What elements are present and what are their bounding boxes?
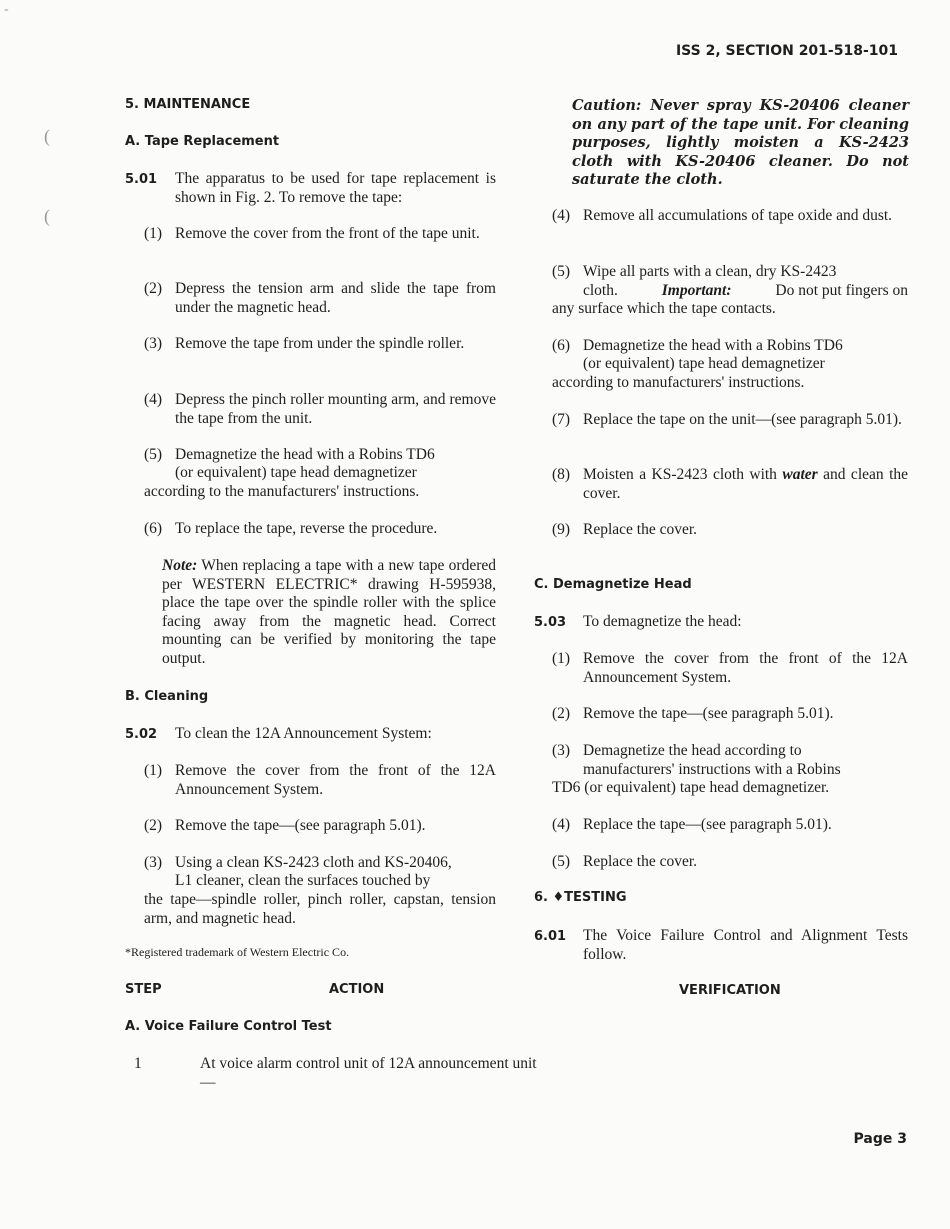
step-text: Remove all accumulations of tape oxide and dust. [583, 207, 893, 224]
note-label: Note: [162, 557, 198, 574]
emphasis-water: water [782, 466, 818, 483]
step-text: Demagnetize the head according to [583, 742, 802, 759]
step-number: (2) [144, 280, 163, 297]
step-number: (2) [552, 705, 571, 722]
step-number: (4) [552, 207, 571, 224]
heading-tape-replacement: A. Tape Replacement [125, 134, 280, 149]
table-row-action: At voice alarm control unit of 12A announcement unit— [200, 1055, 537, 1091]
step-number: (3) [552, 742, 571, 759]
step-number: (6) [144, 520, 163, 537]
paragraph-5-03: To demagnetize the head: [583, 613, 742, 630]
step-text: manufacturers' instructions with a Robins [583, 761, 841, 778]
step-text: Remove the cover from the front of the tape unit. [175, 225, 480, 242]
step-number: (4) [552, 816, 571, 833]
step-text: Using a clean KS-2423 cloth and KS-20406, [175, 854, 452, 871]
table-row-step: 1 [134, 1055, 142, 1072]
step-text: Remove the cover from the front of the 12A Announcement System. [175, 762, 496, 798]
step-text: Wipe all parts with a clean, dry KS-2423 [583, 263, 837, 280]
step-number: (7) [552, 411, 571, 428]
caution-notice: Caution: Never spray KS-20406 cleaner on any part of the tape unit. For cleaning purposes, lightly moisten a KS-2423 cloth with KS-20406 cleaner. Do not saturate the cloth. [572, 97, 909, 188]
footnote: *Registered trademark of Western Electric Co. [125, 945, 350, 959]
step-number: (1) [552, 650, 571, 667]
step-text: according to the manufacturers' instructions. [144, 483, 420, 500]
step-number: (3) [144, 335, 163, 352]
step-text: (or equivalent) tape head demagnetizer [583, 355, 825, 372]
column-header-action: ACTION [329, 982, 385, 997]
step-text-part: and clean the cover. [583, 466, 908, 502]
paragraph-6-01: The Voice Failure Control and Alignment Tests follow. [583, 927, 908, 963]
note-text: When replacing a tape with a new tape ordered per WESTERN ELECTRIC* drawing H-595938, place the tape over the spindle roller with the splice facing away from the magnetic head. Correct mounting can be verified by monitoring the tape output. [162, 557, 496, 667]
step-number: (4) [144, 391, 163, 408]
step-text: Replace the tape—(see paragraph 5.01). [583, 816, 832, 833]
column-header-verification: VERIFICATION [679, 983, 781, 998]
step-number: (1) [144, 225, 163, 242]
heading-testing: 6. ♦TESTING [534, 890, 627, 905]
step-text: Depress the tension arm and slide the tape from under the magnetic head. [175, 280, 496, 316]
step-text: Replace the tape on the unit—(see paragraph 5.01). [583, 411, 902, 428]
step-text [583, 466, 908, 503]
heading-maintenance: 5. MAINTENANCE [125, 97, 251, 112]
step-text: TD6 (or equivalent) tape head demagnetizer. [552, 779, 830, 796]
step-number: (5) [552, 263, 571, 280]
table-section-heading: A. Voice Failure Control Test [125, 1019, 332, 1034]
step-number: (6) [552, 337, 571, 354]
step-number: (9) [552, 521, 571, 538]
paragraph-number: 6.01 [534, 929, 567, 944]
step-text: (or equivalent) tape head demagnetizer [175, 464, 417, 481]
step-text: To replace the tape, reverse the procedure. [175, 520, 438, 537]
important-label: Important: [661, 282, 732, 299]
note [162, 557, 496, 668]
column-header-step: STEP [125, 982, 162, 997]
step-text: Remove the tape—(see paragraph 5.01). [175, 817, 426, 834]
paragraph-number: 5.01 [125, 172, 158, 187]
paragraph-5-01: The apparatus to be used for tape replacement is shown in Fig. 2. To remove the tape: [175, 170, 496, 206]
step-text: Remove the tape from under the spindle roller. [175, 335, 465, 352]
section-header: ISS 2, SECTION 201-518-101 [675, 43, 898, 59]
step-text-line [583, 282, 908, 301]
scan-mark: ( [44, 126, 50, 146]
scan-mark: ( [44, 206, 50, 226]
scan-mark: - [4, 2, 9, 17]
step-number: (1) [144, 762, 163, 779]
step-text: Depress the pinch roller mounting arm, and remove the tape from the unit. [175, 391, 496, 427]
step-text: Remove the tape—(see paragraph 5.01). [583, 705, 834, 722]
paragraph-number: 5.02 [125, 727, 158, 742]
step-number: (5) [144, 446, 163, 463]
step-text: the tape—spindle roller, pinch roller, capstan, tension arm, and magnetic head. [144, 891, 496, 927]
step-text: L1 cleaner, clean the surfaces touched by [175, 872, 431, 889]
step-text: Demagnetize the head with a Robins TD6 [175, 446, 435, 463]
step-text: according to manufacturers' instructions. [552, 374, 805, 391]
step-text: cloth. [583, 282, 618, 299]
heading-demagnetize: C. Demagnetize Head [534, 577, 692, 592]
step-text: Replace the cover. [583, 853, 698, 870]
paragraph-5-02: To clean the 12A Announcement System: [175, 725, 432, 742]
step-text: Demagnetize the head with a Robins TD6 [583, 337, 843, 354]
step-number: (3) [144, 854, 163, 871]
step-text: Do not put fingers on [775, 282, 908, 299]
step-text: Remove the cover from the front of the 12A Announcement System. [583, 650, 908, 686]
heading-cleaning: B. Cleaning [125, 689, 209, 704]
step-number: (5) [552, 853, 571, 870]
paragraph-number: 5.03 [534, 615, 567, 630]
step-text: any surface which the tape contacts. [552, 300, 776, 317]
step-text: Replace the cover. [583, 521, 698, 538]
step-number: (2) [144, 817, 163, 834]
step-number: (8) [552, 466, 571, 483]
page-number: Page 3 [853, 1131, 907, 1147]
step-text-part: Moisten a KS-2423 cloth with [583, 466, 777, 483]
